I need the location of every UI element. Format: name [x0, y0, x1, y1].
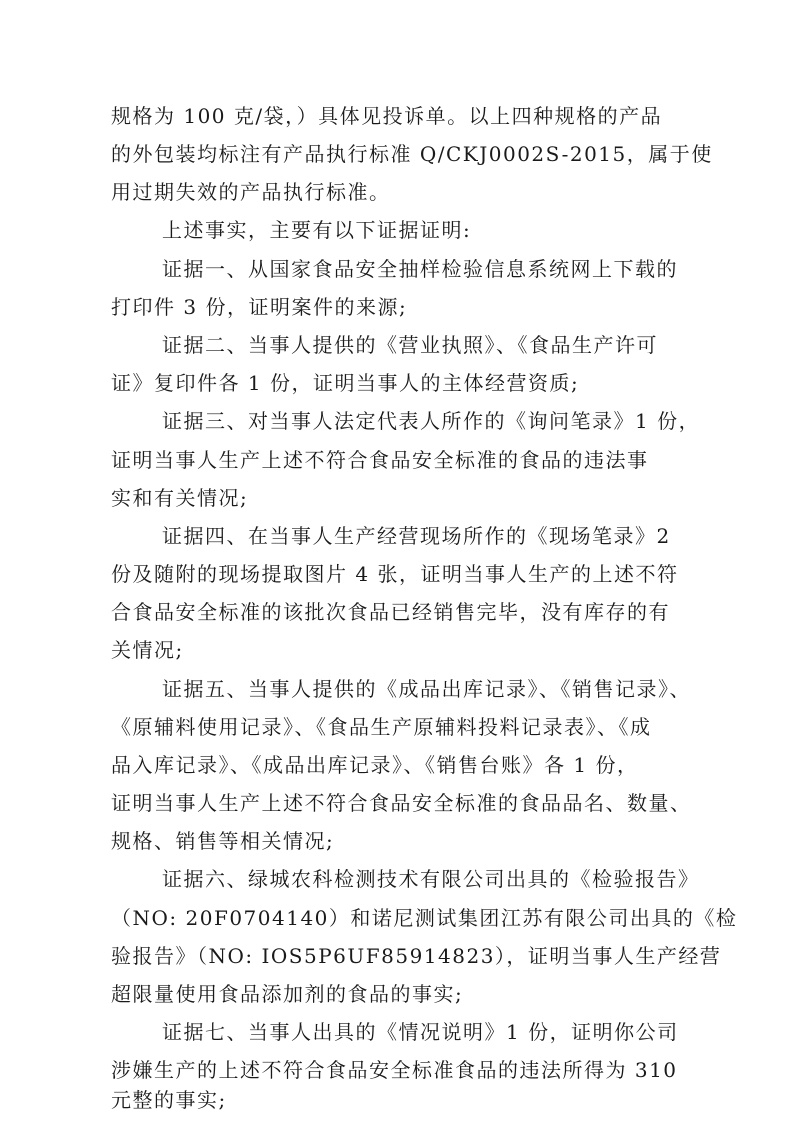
text-line: 验报告》（NO: IOS5P6UF85914823），证明当事人生产经营 [111, 944, 722, 968]
text-line: 实和有关情况; [111, 486, 249, 510]
text-line: 规格为 100 克/袋，）具体见投诉单。以上四种规格的产品 [111, 104, 663, 128]
text-line: 关情况; [111, 638, 184, 662]
text-line: 品入库记录》、《成品出库记录》、《销售台账》各 1 份， [111, 753, 639, 777]
text-line: 用过期失效的产品执行标准。 [111, 180, 391, 204]
text-line: 证据六、绿城农科检测技术有限公司出具的《检验报告》 [162, 867, 700, 891]
text-line: 涉嫌生产的上述不符合食品安全标准食品的违法所得为 310 [111, 1058, 678, 1082]
text-line: 证》复印件各 1 份，证明当事人的主体经营资质; [111, 371, 580, 395]
text-line: 证据七、当事人出具的《情况说明》1 份，证明你公司 [162, 1020, 679, 1044]
text-line: 证据三、对当事人法定代表人所作的《询问笔录》1 份， [162, 409, 701, 433]
text-line: 证据二、当事人提供的《营业执照》、《食品生产许可 [162, 333, 658, 357]
text-line: 证明当事人生产上述不符合食品安全标准的食品的违法事 [111, 448, 649, 472]
text-line: 证明当事人生产上述不符合食品安全标准的食品品名、数量、 [111, 791, 692, 815]
text-line: 上述事实，主要有以下证据证明: [162, 218, 472, 242]
text-line: 合食品安全标准的该批次食品已经销售完毕，没有库存的有 [111, 600, 670, 624]
text-line: （NO: 20F0704140）和诺尼测试集团江苏有限公司出具的《检 [111, 906, 738, 930]
text-line: 超限量使用食品添加剂的食品的事实; [111, 982, 464, 1006]
text-line: 证据五、当事人提供的《成品出库记录》、《销售记录》、 [162, 677, 691, 701]
text-line: 证据四、在当事人生产经营现场所作的《现场笔录》2 [162, 524, 671, 548]
text-line: 的外包装均标注有产品执行标准 Q/CKJ0002S-2015，属于使 [111, 142, 713, 166]
text-line: 打印件 3 份，证明案件的来源; [111, 295, 408, 319]
text-line: 证据一、从国家食品安全抽样检验信息系统网上下载的 [162, 257, 678, 281]
text-line: 元整的事实; [111, 1088, 227, 1112]
text-line: 《原辅料使用记录》、《食品生产原辅料投料记录表》、《成 [111, 715, 652, 739]
text-line: 规格、销售等相关情况; [111, 829, 335, 853]
text-line: 份及随附的现场提取图片 4 张，证明当事人生产的上述不符 [111, 562, 679, 586]
